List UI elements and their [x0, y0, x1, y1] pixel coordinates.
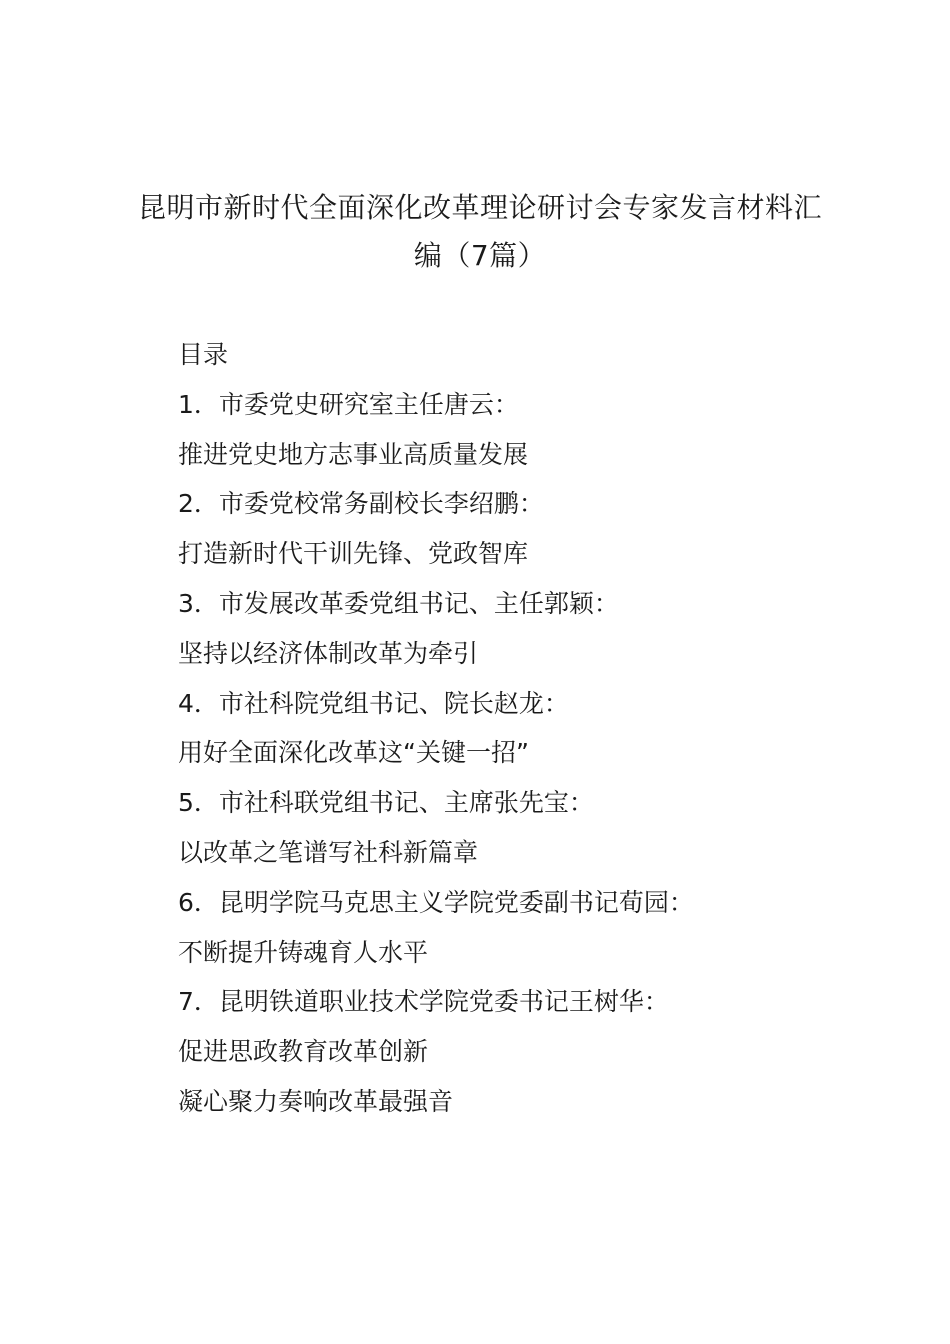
- toc-entry-1-speaker: 1．市委党史研究室主任唐云：: [178, 389, 519, 419]
- document-title-line-2: 编（7篇）: [413, 239, 547, 272]
- toc-entry-7-speaker: 7．昆明铁道职业技术学院党委书记王树华：: [178, 987, 669, 1017]
- toc-entry-5-speaker: 5．市社科联党组书记、主席张先宝：: [178, 788, 594, 818]
- toc-entry-5-topic: 以改革之笔谱写社科新篇章: [178, 837, 479, 867]
- toc-entry-7-topic: 促进思政教育改革创新: [178, 1037, 429, 1067]
- toc-entry-3-speaker: 3．市发展改革委党组书记、主任郭颖：: [178, 588, 619, 618]
- toc-entry-3-topic: 坚持以经济体制改革为牵引: [178, 638, 479, 668]
- document-title-line-1: 昆明市新时代全面深化改革理论研讨会专家发言材料汇: [137, 191, 822, 224]
- toc-entry-6-topic: 不断提升铸魂育人水平: [178, 937, 429, 967]
- toc-entry-2-topic: 打造新时代干训先锋、党政智库: [178, 539, 529, 569]
- toc-heading: 目录: [178, 340, 229, 369]
- toc-trailing-line: 凝心聚力奏响改革最强音: [178, 1086, 454, 1116]
- table-of-contents: [178, 330, 878, 1127]
- toc-entry-4-speaker: 4．市社科院党组书记、院长赵龙：: [178, 688, 569, 718]
- toc-entry-2-speaker: 2．市委党校常务副校长李绍鹏：: [178, 489, 544, 519]
- toc-entry-6-speaker: 6．昆明学院马克思主义学院党委副书记荀园：: [178, 887, 694, 917]
- toc-entry-4-topic: 用好全面深化改革这“关键一招”: [178, 738, 529, 768]
- toc-entry-1-topic: 推进党史地方志事业高质量发展: [178, 439, 529, 469]
